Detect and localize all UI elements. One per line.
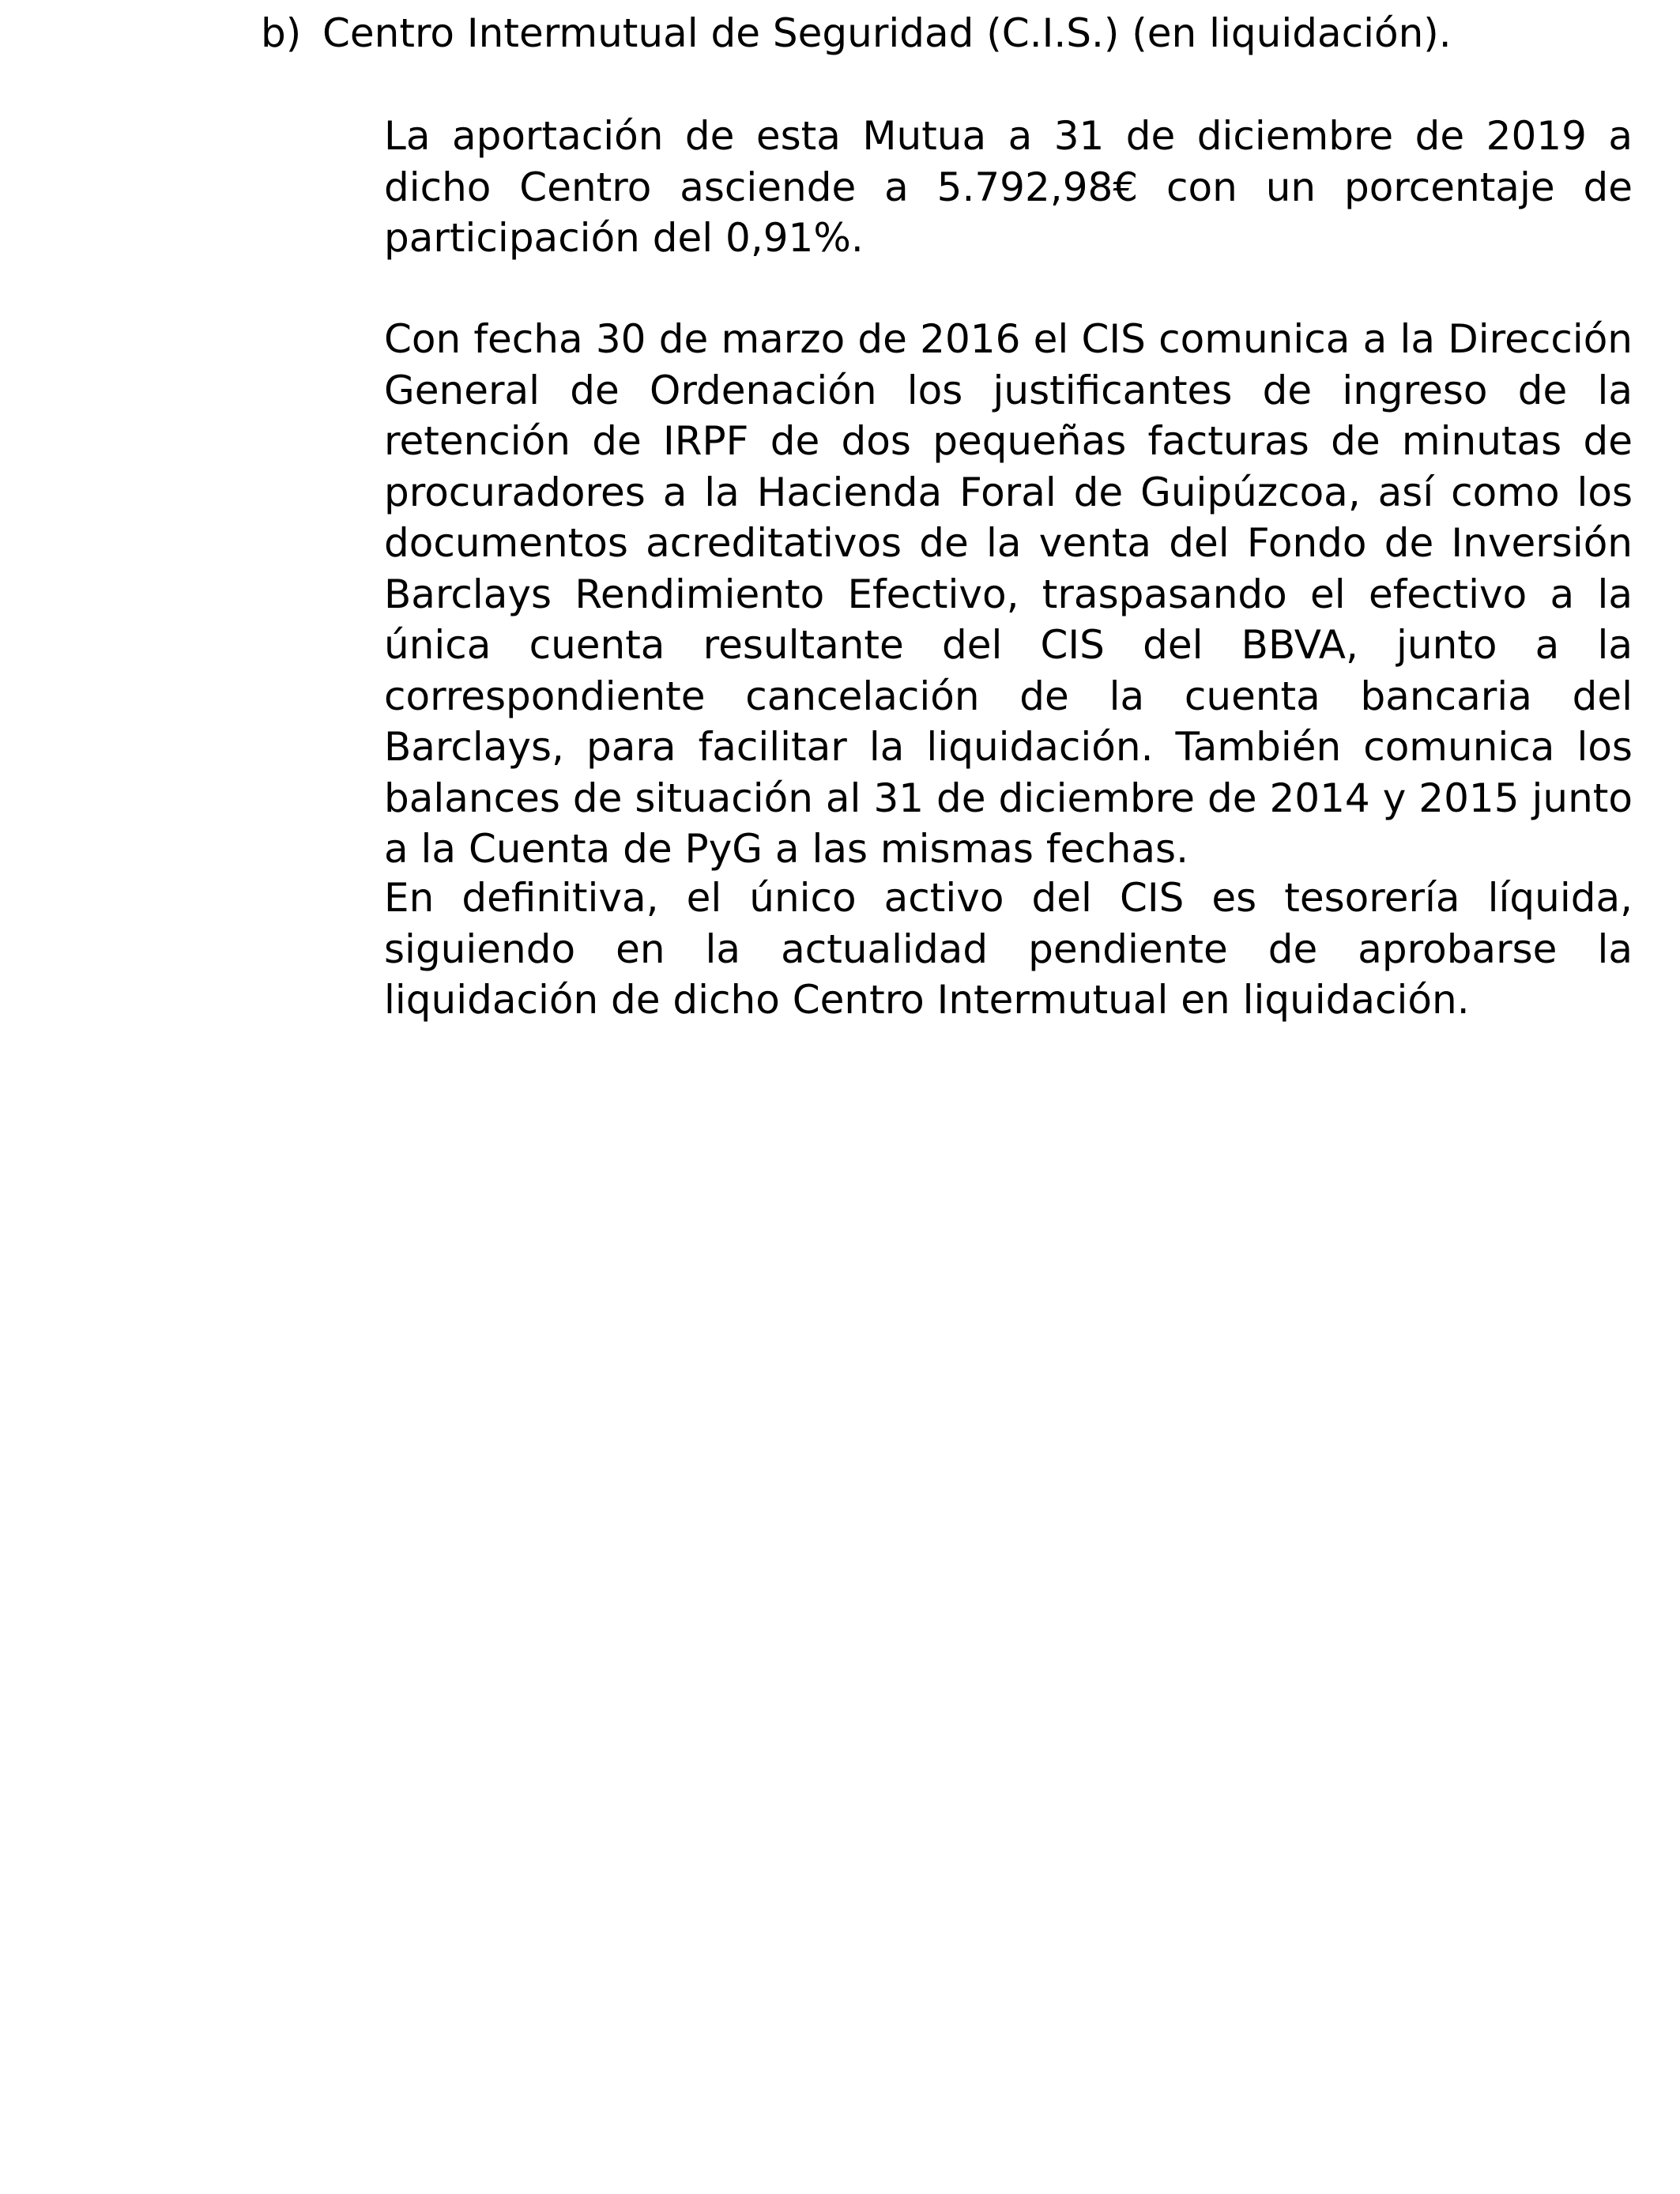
paragraph-conclusion	[384, 873, 1633, 1026]
paragraph-communication	[384, 314, 1633, 875]
section-marker: b)	[261, 10, 302, 56]
section-heading	[261, 8, 1452, 58]
paragraph-text: La aportación de esta Mutua a 31 de diciembre de 2019 a dicho Centro asciende a 5.792,98€ con un porcentaje de participación del 0,91%.	[384, 113, 1633, 261]
paragraph-text: Con fecha 30 de marzo de 2016 el CIS comunica a la Dirección General de Ordenación los justificantes de ingreso de la retención de IRPF de dos pequeñas facturas de minutas de procuradores a la Hacienda Foral de Guipúzcoa, así como los documentos acreditativos de la venta del Fondo de Inversión Barclays Rendimiento Efectivo, traspasando el efectivo a la única cuenta resultante del CIS del BBVA, junto a la correspondiente cancelación de la cuenta bancaria del Barclays, para facilitar la liquidación. También comunica los balances de situación al 31 de diciembre de 2014 y 2015 junto a la Cuenta de PyG a las mismas fechas.	[384, 316, 1633, 872]
paragraph-text: En definitiva, el único activo del CIS es tesorería líquida, siguiendo en la actualidad pendiente de aprobarse la liquidación de dicho Centro Intermutual en liquidación.	[384, 875, 1633, 1023]
paragraph-contribution	[384, 111, 1633, 264]
section-title: Centro Intermutual de Seguridad (C.I.S.) (en liquidación).	[322, 10, 1452, 56]
